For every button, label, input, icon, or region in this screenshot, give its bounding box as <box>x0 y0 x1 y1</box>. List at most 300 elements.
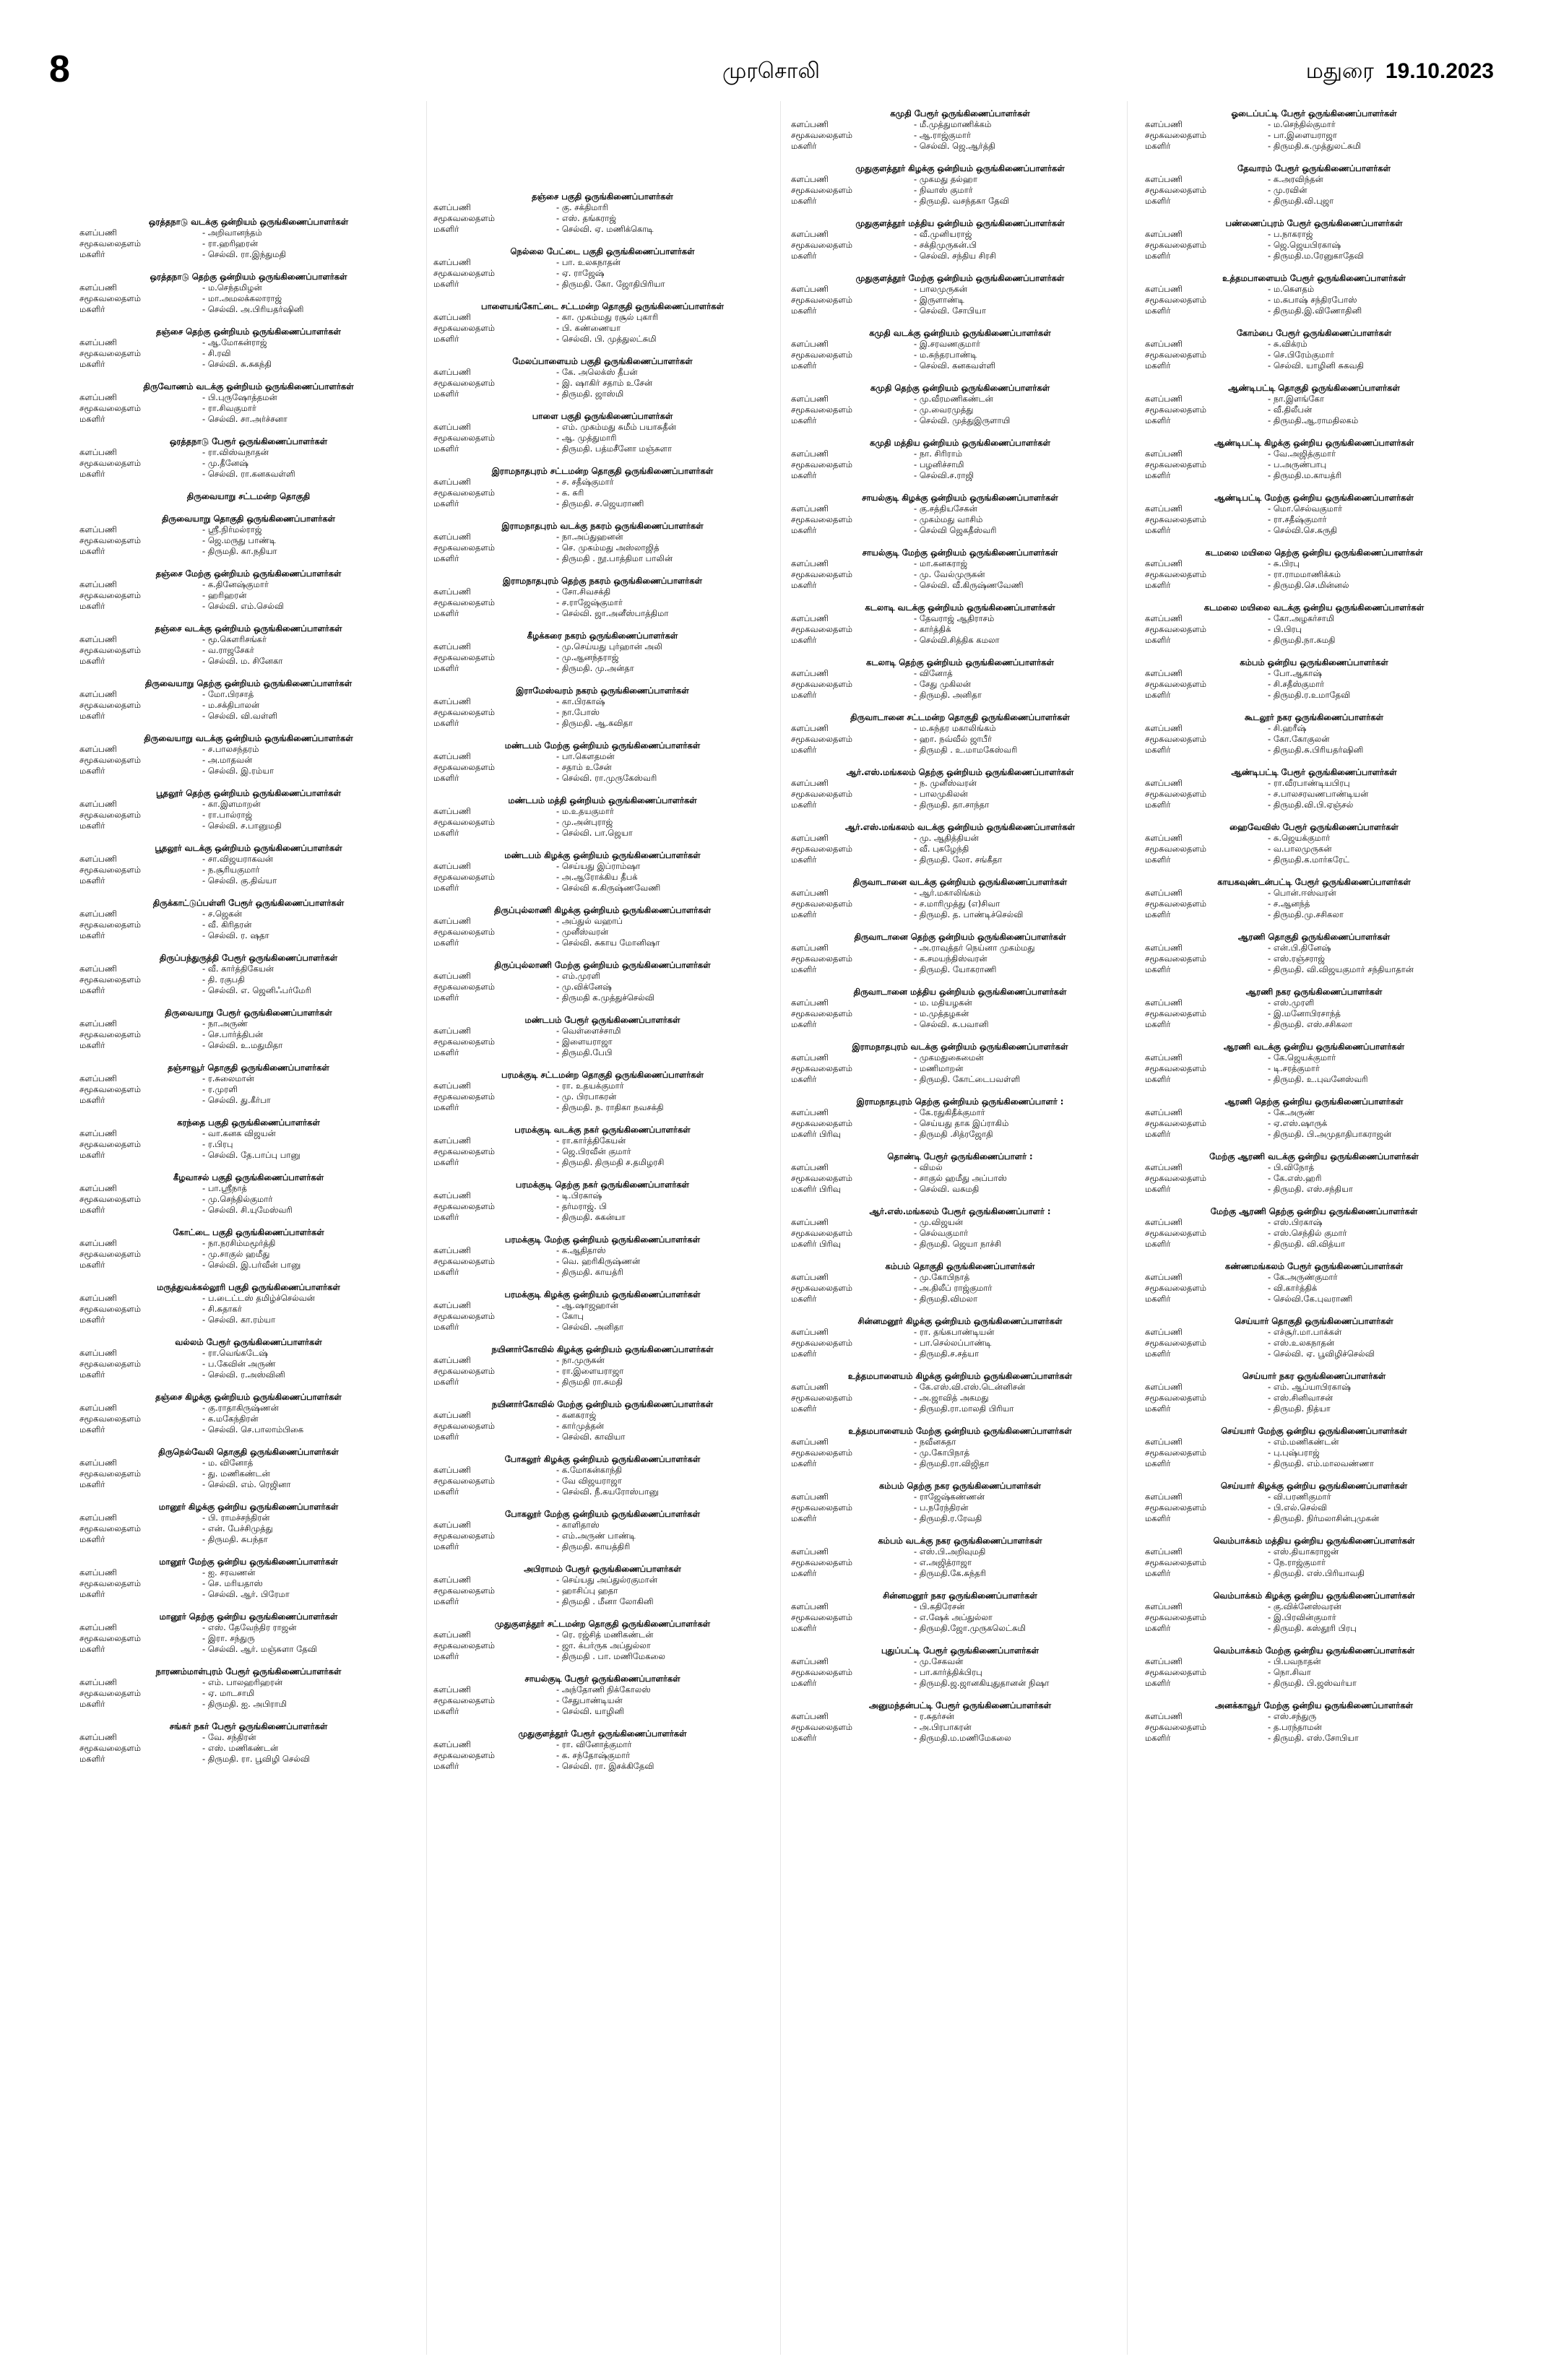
coordinator-name: - செல்வி. வீ.கிருஷ்ணவேணி <box>914 580 1129 591</box>
role-label: சமூகவலைதளம் <box>433 1585 496 1596</box>
role-label: மகளிர் <box>433 1596 459 1606</box>
role-label: சமூகவலைதளம் <box>433 378 496 388</box>
coordinator-name: - எஸ்.செந்தில் குமார் <box>1268 1228 1483 1239</box>
coordinator-row <box>1145 1678 1483 1689</box>
role-label: களப்பணி <box>79 1513 117 1523</box>
coordinator-name: - செல்வி. ஏ. பூவிழிச்செல்வி <box>1268 1349 1483 1359</box>
role-label: மகளிர் <box>79 1754 105 1764</box>
coordinator-row <box>79 755 418 766</box>
role-label: மகளிர் <box>433 1487 459 1497</box>
role-label: களப்பணி <box>79 524 117 535</box>
role-label: மகளிர் <box>791 964 817 974</box>
coordinator-section <box>1145 1151 1483 1195</box>
role-label: களப்பணி <box>79 392 117 402</box>
coordinator-name: - ஹாசிப்பு ஹதா <box>556 1585 772 1596</box>
coordinator-row <box>791 240 1129 251</box>
section-heading: பரமக்குடி மேற்கு ஒன்றியம் ஒருங்கிணைப்பாளர்கள் <box>504 1234 701 1245</box>
coordinator-row <box>433 422 772 433</box>
coordinator-row <box>79 1150 418 1161</box>
section-heading: ஆரணி நகர ஒருங்கிணைப்பாளர்கள் <box>1245 987 1383 997</box>
coordinator-section <box>79 436 418 480</box>
coordinator-row <box>433 389 772 399</box>
coordinator-row <box>791 778 1129 789</box>
coordinator-section <box>79 568 418 612</box>
coordinator-row <box>1145 185 1483 196</box>
section-heading: போகலூர் கிழக்கு ஒன்றியம் ஒருங்கிணைப்பாளர்கள் <box>504 1454 701 1464</box>
role-label: களப்பணி <box>791 778 829 788</box>
coordinator-row <box>1145 1711 1483 1722</box>
role-label: சமூகவலைதளம் <box>433 268 496 278</box>
role-label: களப்பணி <box>1145 503 1183 514</box>
coordinator-row <box>79 1414 418 1424</box>
coordinator-row <box>1145 1403 1483 1414</box>
column-rule <box>780 101 781 2355</box>
coordinator-name: - மா.அமலக்கலாராஜ் <box>202 293 418 304</box>
coordinator-row <box>433 257 772 268</box>
coordinator-row <box>791 943 1129 953</box>
section-heading: வெம்பாக்கம் கிழக்கு ஒன்றிய ஒருங்கிணைப்பாளர்கள் <box>1213 1591 1415 1601</box>
role-label: மகளிர் <box>1145 415 1171 425</box>
role-label: களப்பணி <box>79 579 117 589</box>
coordinator-name: - பி.பவநாதன் <box>1268 1656 1483 1667</box>
coordinator-row <box>791 1393 1129 1403</box>
coordinator-row <box>791 1711 1129 1722</box>
section-heading: இராமநாதபுரம் தெற்கு நகரம் ஒருங்கிணைப்பாளர்கள் <box>503 576 702 586</box>
coordinator-row <box>1145 240 1483 251</box>
coordinator-row <box>79 228 418 238</box>
section-heading: முதுகுளத்தூர் மத்திய ஒன்றியம் ஒருங்கிணைப்பாளர்கள் <box>855 218 1065 228</box>
role-label: களப்பணி <box>433 696 471 706</box>
coordinator-section <box>1145 108 1483 152</box>
coordinator-name: - செல்வி. ர.அஸ்வினி <box>202 1369 418 1380</box>
coordinator-name: - ஆ. முத்துமாரி <box>556 433 772 443</box>
role-label: சமூகவலைதளம் <box>791 789 853 799</box>
role-label: களப்பணி <box>1145 1162 1183 1172</box>
role-label: மகளிர் <box>1145 1568 1171 1578</box>
section-heading: முதுகுளத்தூர் கிழக்கு ஒன்றியம் ஒருங்கிணைப்பாளர்கள் <box>855 163 1065 173</box>
coordinator-row <box>791 284 1129 295</box>
coordinator-name: - செல்வி. செ.பாலாம்பிகை <box>202 1424 418 1435</box>
role-label: சமூகவலைதளம் <box>433 213 496 223</box>
role-label: மகளிர் <box>791 1074 817 1084</box>
coordinator-name: - திருமதி . உ.மாமகேஸ்வரி <box>914 745 1129 756</box>
coordinator-name: - எஸ். தேவேந்திர ராஜன் <box>202 1622 418 1633</box>
coordinator-name: - நா.அருண் <box>202 1018 418 1029</box>
coordinator-row <box>79 249 418 260</box>
coordinator-row <box>1145 339 1483 350</box>
role-label: களப்பணி <box>1145 558 1183 568</box>
role-label: களப்பணி <box>433 312 471 322</box>
role-label: மகளிர் <box>1145 964 1171 974</box>
role-label: களப்பணி <box>791 1052 829 1063</box>
role-label: மகளிர் <box>791 800 817 810</box>
section-heading: நெல்லை பேட்டை பகுதி ஒருங்கிணைப்பாளர்கள் <box>510 246 695 256</box>
coordinator-row <box>1145 1623 1483 1634</box>
coordinator-name: - திருமதி.சு.பிரியதர்ஷினி <box>1268 745 1483 756</box>
coordinator-name: - செல்வி. இ.பர்வீன் பானு <box>202 1260 418 1271</box>
coordinator-row <box>433 443 772 454</box>
coordinator-row <box>1145 899 1483 909</box>
coordinator-name: - ரா.சதீஷ்குமார் <box>1268 514 1483 525</box>
coordinator-row <box>791 833 1129 844</box>
coordinator-row <box>79 359 418 370</box>
role-label: மகளிர் <box>1145 690 1171 700</box>
role-label: மகளிர் <box>1145 1019 1171 1029</box>
role-label: மகளிர் <box>79 249 105 259</box>
coordinator-name: - ம.செந்தமிழன் <box>202 282 418 293</box>
coordinator-name: - பி.பிரபு <box>1268 624 1483 635</box>
coordinator-row <box>79 1523 418 1534</box>
coordinator-name: - செல்வி. அ.பிரியதர்ஷினி <box>202 304 418 315</box>
coordinator-row <box>791 800 1129 810</box>
role-label: மகளிர் <box>433 1706 459 1716</box>
coordinator-row <box>433 751 772 762</box>
coordinator-name: - ஆ.ராஜ்குமார் <box>914 130 1129 141</box>
coordinator-row <box>1145 888 1483 899</box>
coordinator-row <box>79 1578 418 1589</box>
role-label: களப்பணி <box>433 806 471 816</box>
coordinator-row <box>433 1531 772 1541</box>
role-label: மகளிர் <box>433 773 459 783</box>
coordinator-section <box>433 1454 772 1497</box>
coordinator-row <box>1145 284 1483 295</box>
coordinator-section <box>433 795 772 839</box>
coordinator-section <box>1145 1261 1483 1304</box>
coordinator-row <box>79 1677 418 1688</box>
section-heading: முதுகுளத்தூர் சட்டமன்ற தொகுதி ஒருங்கிணைப்பாளர்கள் <box>494 1619 711 1629</box>
role-label: களப்பணி <box>1145 833 1183 843</box>
coordinator-section <box>1145 1536 1483 1579</box>
coordinator-section <box>791 548 1129 591</box>
coordinator-name: - திருமதி. கோ. ஜோதிபிரியா <box>556 279 772 290</box>
coordinator-section <box>433 1070 772 1113</box>
role-label: சமூகவலைதளம் <box>79 1304 142 1314</box>
role-label: சமூகவலைதளம் <box>79 974 142 985</box>
coordinator-row <box>433 872 772 883</box>
role-label: சமூகவலைதளம் <box>79 1743 142 1753</box>
role-label: சமூகவலைதளம் <box>791 1393 853 1403</box>
role-label: மகளிர் <box>1145 800 1171 810</box>
role-label: களப்பணி <box>79 1458 117 1468</box>
role-label: களப்பணி <box>1145 449 1183 459</box>
coordinator-row <box>791 745 1129 756</box>
role-label: சமூகவலைதளம் <box>79 700 142 710</box>
role-label: சமூகவலைதளம் <box>791 514 853 524</box>
coordinator-name: - ப.அருண்பாபு <box>1268 459 1483 470</box>
coordinator-row <box>1145 1162 1483 1173</box>
coordinator-row <box>433 542 772 553</box>
coordinator-name: - இ.சரவணகுமார் <box>914 339 1129 350</box>
coordinator-row <box>791 1382 1129 1393</box>
coordinator-section <box>79 1502 418 1545</box>
coordinator-row <box>1145 1283 1483 1294</box>
role-label: மகளிர் <box>791 1678 817 1688</box>
coordinator-row <box>1145 668 1483 679</box>
coordinator-section <box>433 1289 772 1333</box>
coordinator-name: - திருமதி. அனிதா <box>914 690 1129 701</box>
coordinator-name: - ச. சதீஷ்குமார் <box>556 477 772 488</box>
coordinator-row <box>1145 943 1483 953</box>
role-label: மகளிர் <box>79 821 105 831</box>
section-heading: திருப்புல்லாணி கிழக்கு ஒன்றியம் ஒருங்கிணைப்பாளர்கள் <box>494 905 711 915</box>
role-label: சமூகவலைதளம் <box>433 542 496 553</box>
coordinator-row <box>433 696 772 707</box>
coordinator-section <box>1145 1700 1483 1744</box>
coordinator-row <box>791 1283 1129 1294</box>
section-heading: கமுதி பேரூர் ஒருங்கிணைப்பாளர்கள் <box>890 108 1030 118</box>
section-heading: போகலூர் மேற்கு ஒன்றியம் ஒருங்கிணைப்பாளர்கள் <box>505 1509 700 1519</box>
section-heading: ஒரத்தநாடு பேரூர் ஒருங்கிணைப்பாளர்கள் <box>169 436 328 446</box>
coordinator-name: - செல்வி. சு.பவானி <box>914 1019 1129 1030</box>
coordinator-name: - மு.ரவின் <box>1268 185 1483 196</box>
coordinator-row <box>79 1479 418 1490</box>
coordinator-name: - திருமதி.இ.விணோதினி <box>1268 306 1483 316</box>
role-label: மகளிர் <box>79 1205 105 1215</box>
coordinator-row <box>1145 635 1483 646</box>
role-label: சமூகவலைதளம் <box>791 1008 853 1018</box>
role-label: சமூகவலைதளம் <box>79 1578 142 1588</box>
role-label: சமூகவலைதளம் <box>791 1228 853 1238</box>
coordinator-name: - எம். முகம்மது சுமீம் பயாசுதீன் <box>556 422 772 433</box>
coordinator-section <box>433 246 772 290</box>
role-label: சமூகவலைதளம் <box>433 1311 496 1321</box>
coordinator-row <box>79 821 418 831</box>
role-label: மகளிர் <box>1145 196 1171 206</box>
coordinator-name: - போ.ஆகாஷ் <box>1268 668 1483 679</box>
role-label: மகளிர் <box>1145 141 1171 151</box>
coordinator-row <box>433 1465 772 1476</box>
coordinator-name: - செல்வி. சி.யுமேஸ்வரி <box>202 1205 418 1216</box>
role-label: களப்பணி <box>791 1107 829 1117</box>
coordinator-name: - செல்வி. நீ.கயரோஸ்பானு <box>556 1487 772 1497</box>
coordinator-row <box>1145 569 1483 580</box>
coordinator-row <box>1145 558 1483 569</box>
coordinator-row <box>1145 251 1483 261</box>
coordinator-row <box>791 1173 1129 1184</box>
section-heading: மேற்கு ஆரணி வடக்கு ஒன்றிய ஒருங்கிணைப்பாளர்கள் <box>1209 1151 1419 1161</box>
edition-date: 19.10.2023 <box>1385 59 1494 83</box>
coordinator-name: - ஹா. நவ்வீல் ஜாபீர் <box>914 734 1129 745</box>
role-label: களப்பணி <box>433 1410 471 1420</box>
coordinator-row <box>79 1348 418 1359</box>
role-label: சமூகவலைதளம் <box>79 535 142 545</box>
coordinator-row <box>79 535 418 546</box>
coordinator-name: - கே.ரதுகிதீக்குமார் <box>914 1107 1129 1118</box>
section-heading: மண்டபம் மேற்கு ஒன்றியம் ஒருங்கிணைப்பாளர்கள் <box>504 740 701 750</box>
coordinator-row <box>791 624 1129 635</box>
role-label: களப்பணி <box>1145 1437 1183 1447</box>
section-heading: மண்டபம் மத்தி ஒன்றியம் ஒருங்கிணைப்பாளர்கள் <box>508 795 697 805</box>
role-label: சமூகவலைதளம் <box>791 1502 853 1513</box>
coordinator-section <box>79 272 418 315</box>
coordinator-row <box>79 1249 418 1260</box>
coordinator-row <box>1145 449 1483 459</box>
coordinator-row <box>791 690 1129 701</box>
coordinator-section <box>433 576 772 619</box>
coordinator-row <box>433 652 772 663</box>
coordinator-name: - கு.ராதாகிருஷ்ணன் <box>202 1403 418 1414</box>
coordinator-row <box>79 458 418 469</box>
role-label: சமூகவலைதளம் <box>433 652 496 662</box>
coordinator-name: - எஸ்.தியாகராஜன் <box>1268 1546 1483 1557</box>
role-label: மகளிர் <box>433 1651 459 1661</box>
coordinator-row <box>1145 1008 1483 1019</box>
coordinator-row <box>79 1534 418 1545</box>
role-label: மகளிர் <box>791 415 817 425</box>
coordinator-name: - திருமதி. பி.அமுதாதிபாகராஜன் <box>1268 1129 1483 1140</box>
coordinator-name: - கா.இளமாறன் <box>202 799 418 810</box>
coordinator-name: - பா.கௌதமன் <box>556 751 772 762</box>
coordinator-name: - திருமதி. பி.ஜஸ்வர்யா <box>1268 1678 1483 1689</box>
coordinator-row <box>433 971 772 982</box>
coordinator-row <box>433 378 772 389</box>
coordinator-name: - அ.ஆரோக்கிய தீபக் <box>556 872 772 883</box>
coordinator-section <box>79 326 418 370</box>
coordinator-row <box>79 974 418 985</box>
role-label: சமூகவலைதளம் <box>433 1750 496 1760</box>
role-label: களப்பணி <box>79 1293 117 1303</box>
coordinator-row <box>791 899 1129 909</box>
coordinator-name: - ஹரிஹரன் <box>202 590 418 601</box>
coordinator-name: - திருமதி. எம்.மாலவண்ணா <box>1268 1458 1483 1469</box>
section-heading: செய்யார் கிழக்கு ஒன்றிய ஒருங்கிணைப்பாளர்கள் <box>1220 1481 1408 1491</box>
role-label: களப்பணி <box>791 1711 829 1721</box>
role-label: சமூகவலைதளம் <box>1145 459 1207 469</box>
coordinator-name: - கே. அலெக்ஸ் தீபன் <box>556 367 772 378</box>
coordinator-name: - திருமதி. எஸ்.சந்தியா <box>1268 1184 1483 1195</box>
role-label: களப்பணி <box>79 1128 117 1138</box>
coordinator-row <box>433 1432 772 1442</box>
coordinator-row <box>433 1651 772 1662</box>
coordinator-row <box>1145 1107 1483 1118</box>
coordinator-section <box>79 1227 418 1271</box>
coordinator-name: - மு. பிரபாகரன் <box>556 1091 772 1102</box>
coordinator-section <box>791 1316 1129 1359</box>
section-heading: பரமக்குடி தெற்கு நகர் ஒருங்கிணைப்பாளர்கள் <box>515 1180 690 1190</box>
coordinator-row <box>79 1622 418 1633</box>
coordinator-row <box>433 323 772 334</box>
column-2 <box>433 191 772 1783</box>
coordinator-row <box>1145 1382 1483 1393</box>
coordinator-name: - கா. முகம்மது ரசூல் புகாரி <box>556 312 772 323</box>
coordinator-section <box>791 273 1129 316</box>
role-label: மகளிர் <box>433 1267 459 1277</box>
coordinator-name: - த.பரந்தாமன் <box>1268 1722 1483 1733</box>
role-label: சமூகவலைதளம் <box>791 1722 853 1732</box>
coordinator-name: - எம்.மணிகண்டன் <box>1268 1437 1483 1448</box>
coordinator-name: - ர.முரளி <box>202 1084 418 1095</box>
role-label: மகளிர் <box>791 1294 817 1304</box>
coordinator-name: - முகமதுகைமைன் <box>914 1052 1129 1063</box>
coordinator-name: - பா.கார்த்திக்பிரபு <box>914 1667 1129 1678</box>
coordinator-name: - கே.எஸ்.வி.எஸ்.டென்னிசன் <box>914 1382 1129 1393</box>
coordinator-row <box>1145 1217 1483 1228</box>
coordinator-name: - ச.பாலசரவணபாண்டியன் <box>1268 789 1483 800</box>
section-heading: கம்பம் தொகுதி ஒருங்கிணைப்பாளர்கள் <box>885 1261 1035 1271</box>
coordinator-name: - நா.நரசிம்மமூர்த்தி <box>202 1238 418 1249</box>
coordinator-row <box>433 553 772 564</box>
coordinator-name: - செல்வி. தே.பாப்பு பானு <box>202 1150 418 1161</box>
coordinator-name: - ஜெ.பிரவீன் குமார் <box>556 1146 772 1157</box>
coordinator-section <box>79 953 418 996</box>
role-label: களப்பணி <box>79 744 117 754</box>
role-label: சமூகவலைதளம் <box>791 459 853 469</box>
coordinator-row <box>1145 953 1483 964</box>
coordinator-row <box>433 1410 772 1421</box>
coordinator-row <box>791 185 1129 196</box>
coordinator-row <box>433 861 772 872</box>
role-label: களப்பணி <box>433 202 471 212</box>
coordinator-name: - செ. மரியதாஸ் <box>202 1578 418 1589</box>
coordinator-row <box>791 1217 1129 1228</box>
coordinator-name: - செல்வி. சோபியா <box>914 306 1129 316</box>
coordinator-name: - ஆ.மோகன்ராஜ் <box>202 337 418 348</box>
role-label: களப்பணி <box>433 751 471 761</box>
coordinator-section <box>1145 548 1483 591</box>
coordinator-name: - ம.உதயகுமார் <box>556 806 772 817</box>
coordinator-row <box>433 916 772 927</box>
role-label: களப்பணி <box>433 1190 471 1200</box>
role-label: சமூகவலைதளம் <box>1145 295 1207 305</box>
coordinator-row <box>433 1212 772 1223</box>
role-label: சமூகவலைதளம் <box>791 734 853 744</box>
role-label: மகளிர் <box>79 1644 105 1654</box>
coordinator-row <box>1145 229 1483 240</box>
role-label: மகளிர் <box>433 938 459 948</box>
coordinator-name: - எஸ்.சந்துரு <box>1268 1711 1483 1722</box>
coordinator-name: - செல்வி. காவியா <box>556 1432 772 1442</box>
coordinator-section <box>1145 712 1483 756</box>
coordinator-name: - திருமதி. உ.புவனேஸ்வரி <box>1268 1074 1483 1085</box>
coordinator-row <box>79 348 418 359</box>
coordinator-section <box>79 898 418 941</box>
role-label: மகளிர் <box>791 909 817 919</box>
coordinator-name: - திருமதி. கோட்டைபவள்ளி <box>914 1074 1129 1085</box>
coordinator-name: - திருமதி. காயத்ரி <box>556 1267 772 1278</box>
coordinator-row <box>791 1612 1129 1623</box>
coordinator-name: - திருமதி. நித்யா <box>1268 1403 1483 1414</box>
coordinator-row <box>791 558 1129 569</box>
coordinator-name: - செல்வி. ச.பானுமதி <box>202 821 418 831</box>
role-label: மகளிர் <box>79 546 105 556</box>
coordinator-row <box>1145 1074 1483 1085</box>
role-label: மகளிர் <box>791 470 817 480</box>
coordinator-row <box>433 1739 772 1750</box>
coordinator-name: - அ.பிரபாகரன் <box>914 1722 1129 1733</box>
coordinator-section <box>433 1344 772 1388</box>
coordinator-name: - எஸ்.பிரகாஷ் <box>1268 1217 1483 1228</box>
coordinator-name: - இருளாண்டி <box>914 295 1129 306</box>
role-label: சமூகவலைதளம் <box>1145 514 1207 524</box>
coordinator-section <box>79 843 418 886</box>
coordinator-row <box>433 663 772 674</box>
coordinator-row <box>433 1630 772 1640</box>
role-label: சமூகவலைதளம் <box>79 755 142 765</box>
section-heading: அனுமந்தன்பட்டி பேரூர் ஒருங்கிணைப்பாளர்கள் <box>868 1700 1052 1710</box>
coordinator-name: - சி.ரவி <box>202 348 418 359</box>
coordinator-name: - திருமதி.க.மார்கரேட் <box>1268 854 1483 865</box>
coordinator-row <box>79 854 418 865</box>
role-label: களப்பணி <box>433 861 471 871</box>
coordinator-name: - திருமதி. வி.விஜயகுமார் சந்தியாதான் <box>1268 964 1483 975</box>
coordinator-section <box>1145 657 1483 701</box>
coordinator-name: - வே.அஜித்குமார் <box>1268 449 1483 459</box>
coordinator-name: - செல்வி. கனகவள்ளி <box>914 360 1129 371</box>
role-label: களப்பணி <box>791 613 829 623</box>
role-label: சமூகவலைதளம் <box>433 488 496 498</box>
coordinator-name: - திருமதி. ரா. பூவிழி செல்வி <box>202 1754 418 1765</box>
role-label: மகளிர் <box>791 1458 817 1468</box>
